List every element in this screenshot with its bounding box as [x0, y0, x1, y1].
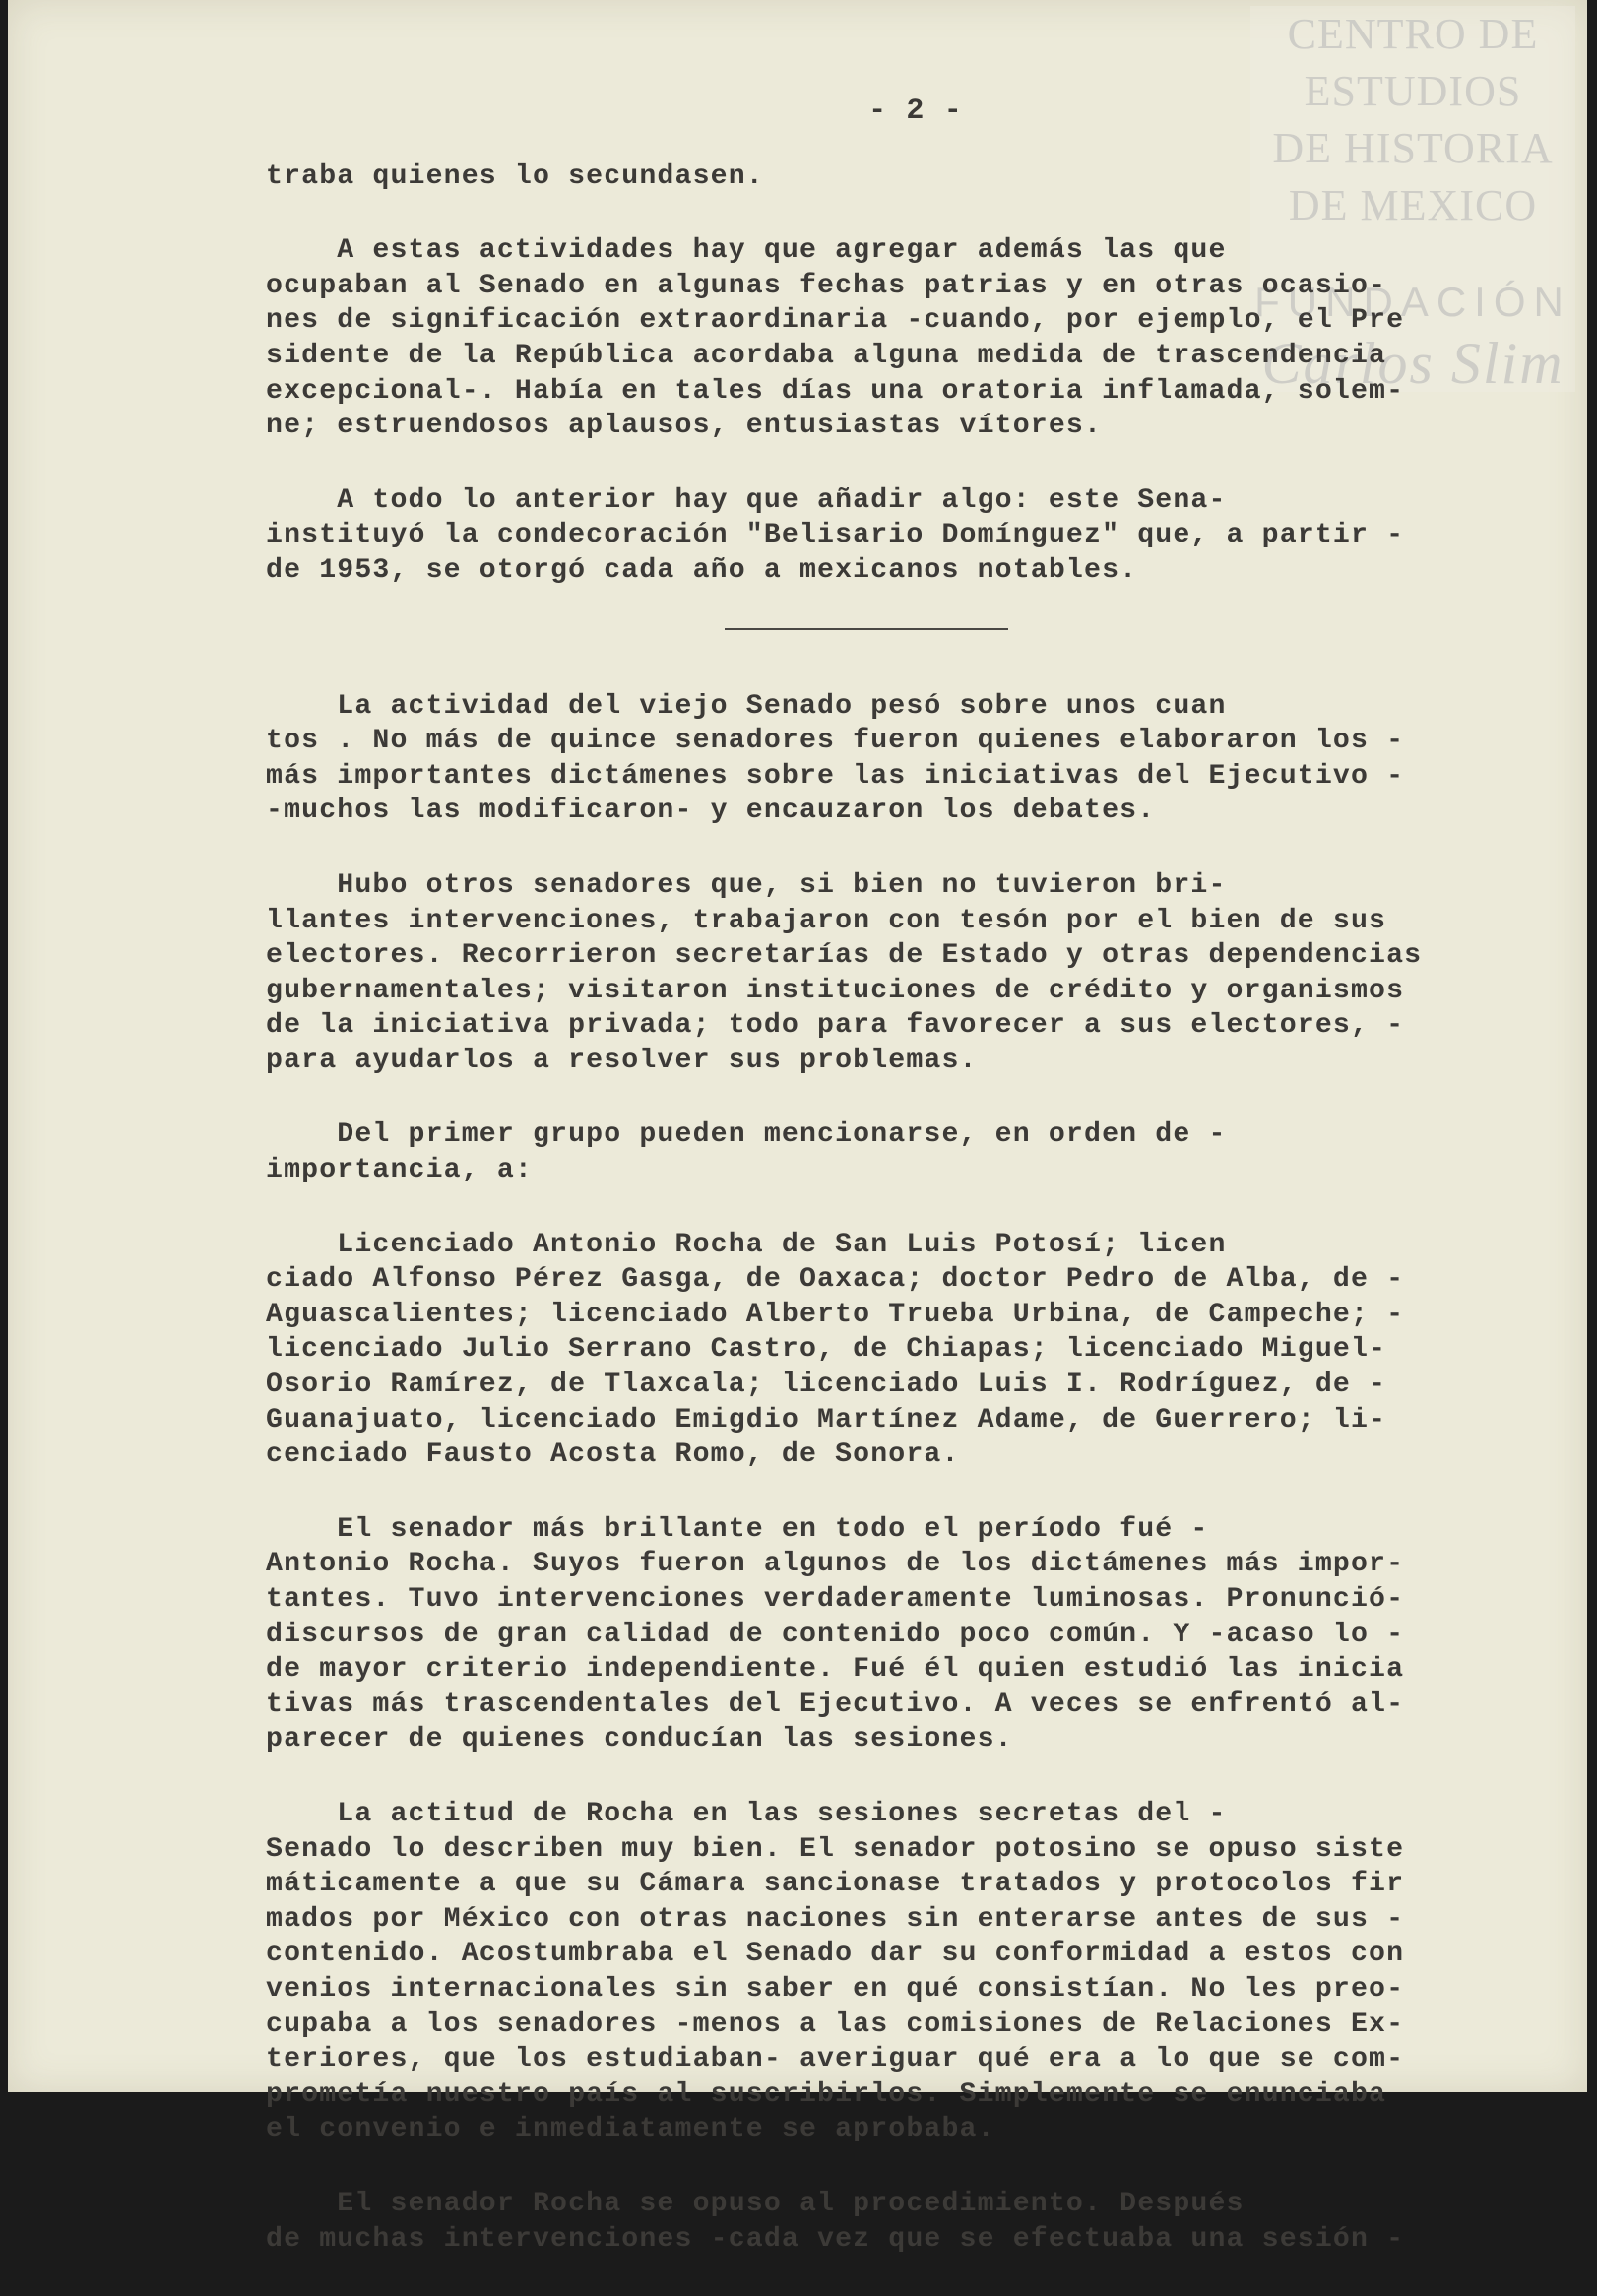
watermark-line: DE MEXICO — [1288, 181, 1538, 229]
text-line: traba quienes lo secundasen. — [266, 160, 764, 192]
text-line: mados por México con otras naciones sin enterarse antes de sus - — [266, 1903, 1405, 1935]
text-line: La actitud de Rocha en las sesiones secretas del - — [266, 1798, 1227, 1829]
text-line: cupaba a los senadores -menos a las comisiones de Relaciones Ex- — [266, 2009, 1405, 2040]
text-line: máticamente a que su Cámara sancionase tratados y protocolos fir — [266, 1869, 1405, 1900]
text-line: cenciado Fausto Acosta Romo, de Sonora. — [266, 1439, 960, 1471]
text-line: discursos de gran calidad de contenido poco común. Y -acaso lo - — [266, 1619, 1405, 1650]
text-line: de 1953, se otorgó cada año a mexicanos notables. — [266, 554, 1138, 586]
paragraph — [266, 233, 1447, 444]
watermark-line: ESTUDIOS — [1304, 67, 1522, 115]
text-line: Licenciado Antonio Rocha de San Luis Potosí; licen — [266, 1229, 1227, 1260]
text-line: tantes. Tuvo intervenciones verdaderamente luminosas. Pronunció- — [266, 1584, 1405, 1615]
text-line: de la iniciativa privada; todo para favorecer a sus electores, - — [266, 1010, 1405, 1042]
paragraph-container — [266, 159, 1447, 2258]
text-line: Osorio Ramírez, de Tlaxcala; licenciado Luis I. Rodríguez, de - — [266, 1370, 1387, 1401]
text-line: de muchas intervenciones -cada vez que se efectuaba una sesión - — [266, 2223, 1405, 2255]
text-line: venios internacionales sin saber en qué consistían. No les preo- — [266, 1973, 1405, 2005]
document-page — [8, 0, 1587, 2255]
text-line: para ayudarlos a resolver sus problemas. — [266, 1045, 978, 1076]
typewritten-text — [266, 95, 1447, 2296]
page-number: - 2 - — [868, 95, 963, 128]
text-line: más importantes dictámenes sobre las iniciativas del Ejecutivo - — [266, 760, 1405, 792]
text-line: electores. Recorrieron secretarías de Estado y otras dependencias — [266, 940, 1423, 972]
text-line: tivas más trascendentales del Ejecutivo. A veces se enfrentó al- — [266, 1689, 1405, 1720]
paragraph — [266, 1117, 1447, 1187]
section-divider — [725, 628, 1008, 630]
text-line: el convenio e inmediatamente se aprobaba. — [266, 2114, 995, 2145]
text-line: tos . No más de quince senadores fueron quienes elaboraron los - — [266, 726, 1405, 757]
text-line: excepcional-. Había en tales días una oratoria inflamada, solem- — [266, 375, 1405, 407]
paragraph — [266, 2187, 1447, 2257]
text-line: A estas actividades hay que agregar además las que — [266, 235, 1227, 267]
paragraph — [266, 483, 1447, 589]
text-line: gubernamentales; visitaron instituciones de crédito y organismos — [266, 975, 1405, 1006]
text-line: El senador más brillante en todo el período fué - — [266, 1513, 1209, 1545]
text-line: teriores, que los estudiaban- averiguar qué era a lo que se com- — [266, 2044, 1405, 2075]
paragraph — [266, 1228, 1447, 1473]
text-line: Guanajuato, licenciado Emigdio Martínez Adame, de Guerrero; li- — [266, 1404, 1387, 1435]
text-line: prometía nuestro país al suscribirlos. Simplemente se enunciaba — [266, 2078, 1387, 2110]
paragraph — [266, 689, 1447, 829]
text-line: -muchos las modificaron- y encauzaron los debates. — [266, 796, 1156, 827]
text-line: de mayor criterio independiente. Fué él quien estudió las inicia — [266, 1654, 1405, 1686]
paragraph — [266, 1797, 1447, 2147]
paragraph — [266, 159, 1447, 195]
text-line: licenciado Julio Serrano Castro, de Chiapas; licenciado Miguel- — [266, 1334, 1387, 1366]
watermark-line: DE HISTORIA — [1272, 124, 1554, 172]
paragraph — [266, 868, 1447, 1079]
paragraph — [266, 1512, 1447, 1757]
text-line: ne; estruendosos aplausos, entusiastas vítores. — [266, 411, 1103, 442]
text-line: llantes intervenciones, trabajaron con tesón por el bien de sus — [266, 905, 1387, 936]
text-line: contenido. Acostumbraba el Senado dar su conformidad a estos con — [266, 1939, 1405, 1970]
text-line: A todo lo anterior hay que añadir algo: este Sena- — [266, 484, 1227, 516]
text-line: Hubo otros senadores que, si bien no tuvieron bri- — [266, 869, 1227, 901]
text-line: Antonio Rocha. Suyos fueron algunos de los dictámenes más impor- — [266, 1549, 1405, 1580]
watermark-signature: Carlos Slim — [1261, 331, 1565, 396]
text-line: ocupaban al Senado en algunas fechas patrias y en otras ocasio- — [266, 270, 1387, 301]
text-line: Senado lo describen muy bien. El senador potosino se opuso siste — [266, 1833, 1405, 1865]
text-line: ciado Alfonso Pérez Gasga, de Oaxaca; doctor Pedro de Alba, de - — [266, 1264, 1405, 1296]
text-line: El senador Rocha se opuso al procedimiento. Después — [266, 2188, 1245, 2219]
watermark-foundation: FUNDACIÓN — [1254, 279, 1571, 325]
text-line: importancia, a: — [266, 1155, 533, 1186]
text-line: instituyó la condecoración "Belisario Domínguez" que, a partir - — [266, 520, 1405, 551]
text-line: sidente de la República acordaba alguna medida de trascendencia — [266, 340, 1387, 371]
watermark-line: CENTRO DE — [1287, 10, 1539, 58]
text-line: parecer de quienes conducían las sesiones. — [266, 1724, 1013, 1755]
text-line: La actividad del viejo Senado pesó sobre unos cuan — [266, 690, 1227, 722]
text-line: Del primer grupo pueden mencionarse, en orden de - — [266, 1119, 1227, 1151]
text-line: nes de significación extraordinaria -cuando, por ejemplo, el Pre — [266, 305, 1405, 337]
text-line: Aguascalientes; licenciado Alberto Trueba Urbina, de Campeche; - — [266, 1299, 1405, 1330]
